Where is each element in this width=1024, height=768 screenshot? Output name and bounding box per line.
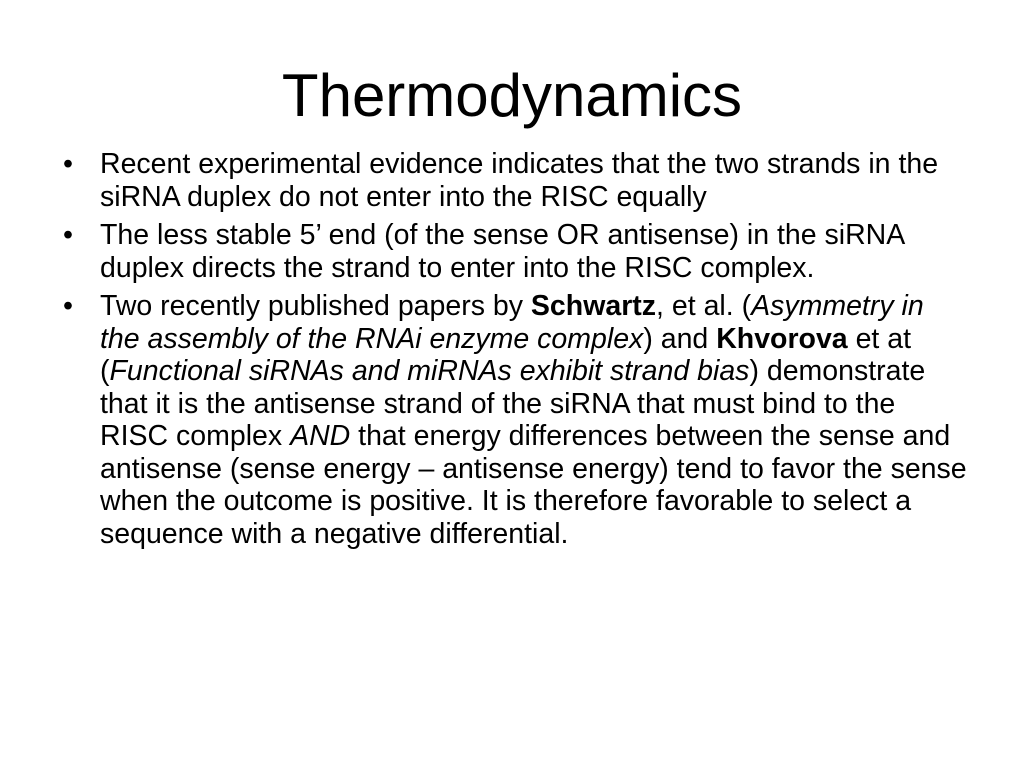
text-plain: , et al. ( — [656, 290, 752, 322]
text-plain: ) and — [643, 322, 717, 355]
paper-title-schwartz: Asymmetry in the assembly of the RNAi enzyme complex — [100, 290, 924, 355]
bullet-text: Recent experimental evidence indicates that the two strands in the siRNA duplex do not enter into the RISC equally — [100, 148, 939, 213]
emphasis-and: AND — [290, 420, 351, 452]
author-schwartz: Schwartz — [530, 290, 657, 322]
bullet-item — [60, 148, 970, 213]
bullet-text — [100, 290, 967, 550]
bullet-marker: • — [63, 219, 73, 251]
text-plain: et at ( — [100, 322, 912, 387]
bullet-item — [60, 290, 970, 550]
bullet-marker: • — [63, 290, 73, 322]
text-plain: ) demonstrate that it is the antisense strand of the siRNA that must bind to the RISC complex — [100, 355, 926, 452]
author-khvorova: Khvorova — [716, 322, 848, 355]
slide-title: Thermodynamics — [281, 62, 743, 129]
bullet-marker: • — [63, 148, 73, 180]
paper-title-khvorova: Functional siRNAs and miRNAs exhibit strand bias — [109, 355, 750, 387]
text-plain: Two recently published papers by — [100, 290, 531, 322]
bullet-text: The less stable 5’ end (of the sense OR antisense) in the siRNA duplex directs the strand to enter into the RISC complex. — [100, 219, 904, 284]
text-plain: that energy differences between the sense and antisense (sense energy – antisense energy) tend to favor the sense when the outcome is positive. It is therefore favorable to select a sequence with a negative differential. — [100, 420, 967, 550]
bullet-item — [60, 219, 970, 284]
bullet-list — [60, 148, 970, 556]
